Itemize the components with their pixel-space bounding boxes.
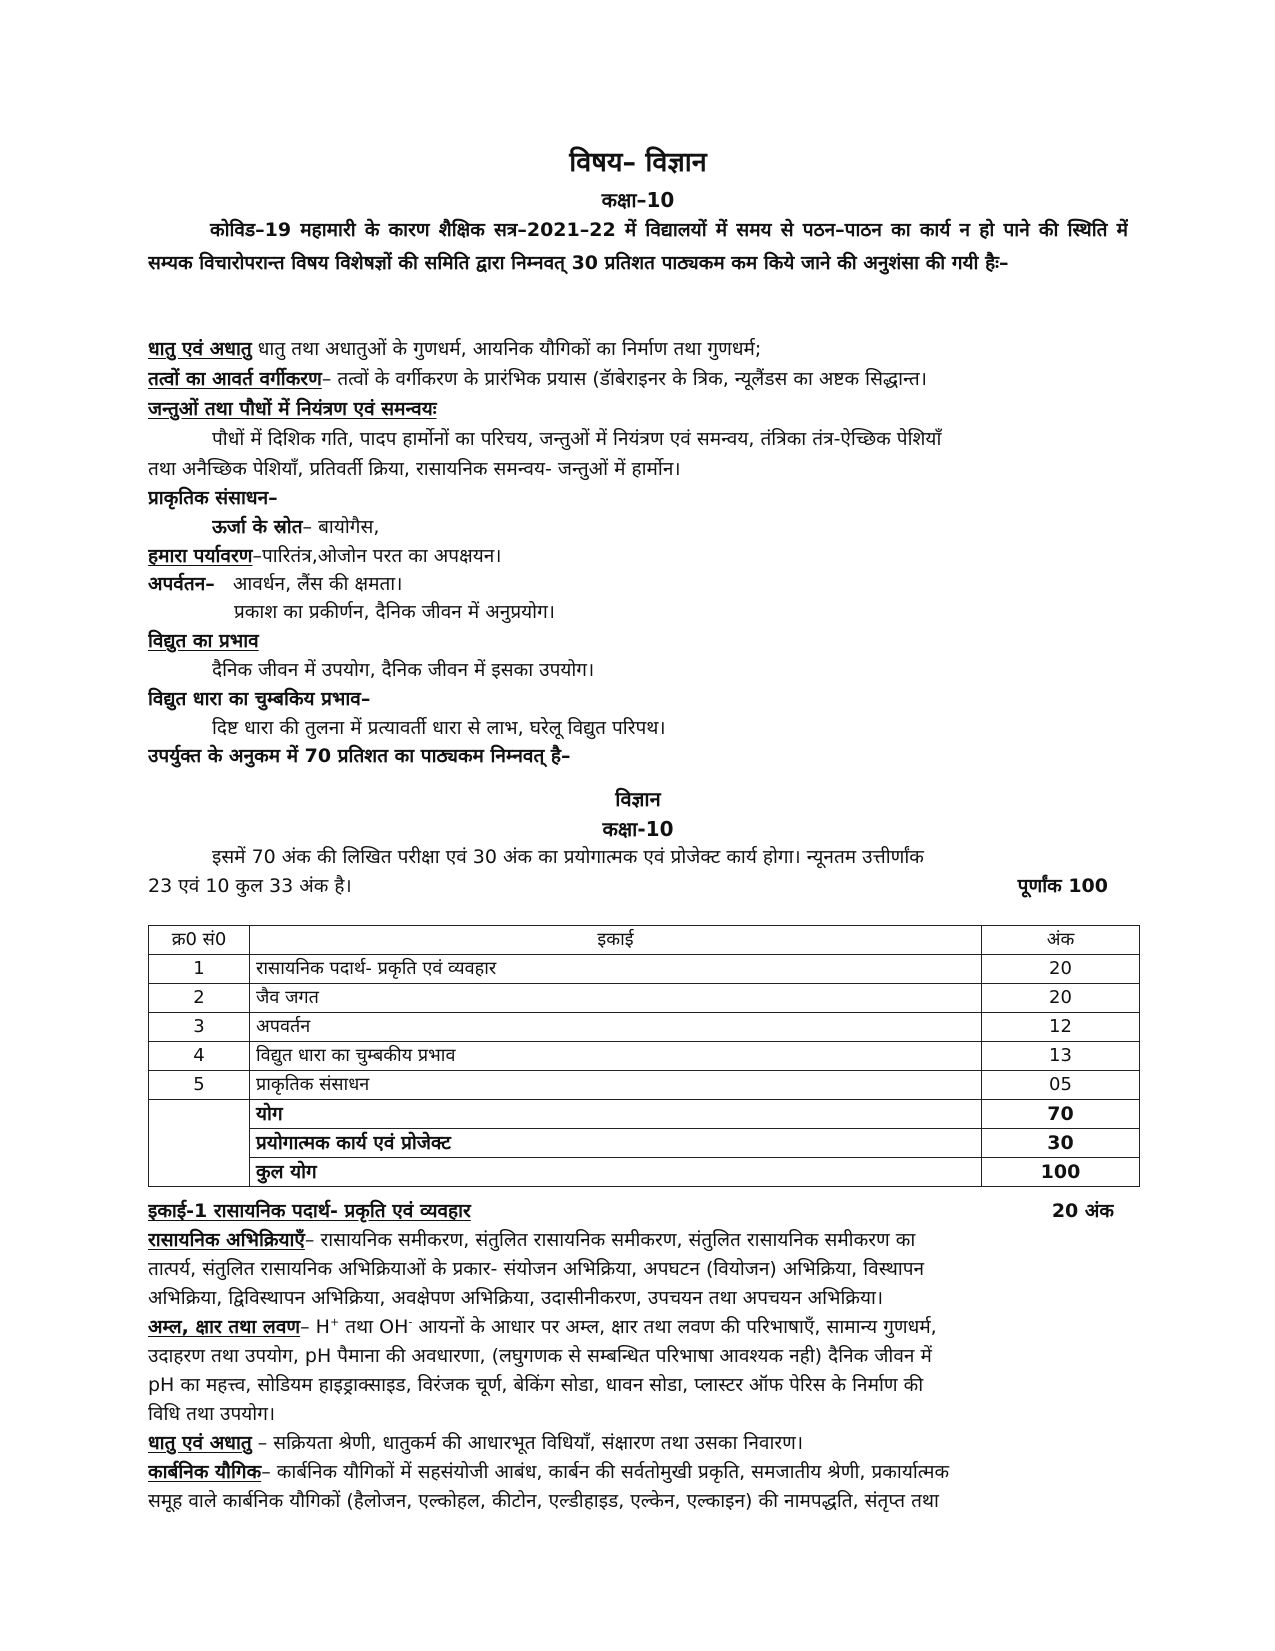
total-label: कुल योग [250,1158,982,1187]
header-serial: क्र0 सं0 [149,926,250,955]
row-marks: 12 [982,1013,1140,1042]
table-row [149,1013,1140,1042]
magnetic-heading: विद्युत धारा का चुम्बकिय प्रभाव– [148,688,371,710]
unit1-metals-heading: धातु एवं अधातु [148,1432,252,1454]
refraction-text-1: आवर्धन, लैंस की क्षमता। [232,573,403,595]
table-row [149,1071,1140,1100]
acids-text-3: pH का महत्त्व, सोडियम हाइड्राक्साइड, विरंजक चूर्ण, बेकिंग सोडा, धावन सोडा, प्लास्टर ऑफ पेरिस के निर्माण की [148,1374,924,1396]
acids-text-4: विधि तथा उपयोग। [148,1403,276,1425]
reactions-text-2: तात्पर्य, संतुलित रासायनिक अभिक्रियाओं के प्रकार- संयोजन अभिक्रिया, अपघटन (वियोजन) अभिक्रिया, विस्थापन [148,1258,925,1280]
unit1-metals-text: – सक्रियता श्रेणी, धातुकर्म की आधारभूत विधियाँ, संक्षारण तथा उसका निवारण। [251,1432,804,1454]
unit1-heading-line [148,1196,1114,1226]
row-unit: प्राकृतिक संसाधन [250,1071,982,1100]
magnetic-text: दिष्ट धारा की तुलना में प्रत्यावर्ती धारा से लाभ, घरेलू विद्युत परिपथ। [212,717,666,739]
syllabus-desc-2: 23 एवं 10 कुल 33 अंक है। [148,875,352,897]
row-marks: 13 [982,1042,1140,1071]
periodic-text: – तत्वों के वर्गीकरण के प्रारंभिक प्रयास (डॅाबेराइनर के त्रिक, न्यूलैंडस का अष्टक सिद्धान्त। [321,368,927,390]
unit1-metals-line [148,1428,1128,1458]
unit1-marks: 20 अंक [1051,1200,1114,1222]
row-unit: रासायनिक पदार्थ- प्रकृति एवं व्यवहार [250,955,982,984]
acids-text-b: तथा OH [339,1316,409,1338]
organic-text-1: – कार्बनिक यौगिकों में सहसंयोजी आबंध, कार्बन की सर्वतोमुखी प्रकृति, समजातीय श्रेणी, प्रकार्यात्मक [261,1461,950,1483]
total-row [149,1100,1140,1129]
total-label: योग [250,1100,982,1129]
row-serial: 2 [149,984,250,1013]
refraction-heading: अपर्वतन– [148,573,215,595]
reactions-line-1 [148,1225,1128,1255]
hydrogen-ion-charge: + [329,1315,340,1329]
syllabus-title: विज्ञान [615,787,661,811]
control-text-2: तथा अनैच्छिक पेशियाँ, प्रतिवर्ती क्रिया, रासायनिक समन्वय- जन्तुओं में हार्मोन। [148,458,681,480]
table-row [149,984,1140,1013]
acids-text-2: उदाहरण तथा उपयोग, pH पैमाना की अवधारणा, (लघुगणक से सम्बन्धित परिभाषा आवश्यक नही) दैनिक जीवन में [148,1345,932,1367]
periodic-heading: तत्वों का आवर्त वर्गीकरण [148,368,322,390]
row-marks: 20 [982,984,1140,1013]
reactions-text-1: – रासायनिक समीकरण, संतुलित रासायनिक समीकरण, संतुलित रासायनिक समीकरण का [304,1229,916,1251]
metals-heading: धातु एवं अधातु [148,338,252,360]
natural-resources-heading: प्राकृतिक संसाधन– [148,487,278,509]
row-unit: जैव जगत [250,984,982,1013]
energy-text: – बायोगैस, [302,516,380,538]
table-row [149,1042,1140,1071]
control-heading: जन्तुओं तथा पौधों में नियंत्रण एवं समन्वयः [148,398,437,420]
row-marks: 20 [982,955,1140,984]
organic-heading: कार्बनिक यौगिक [148,1461,262,1483]
acids-text-a: – H [300,1316,330,1338]
reduced-metals [148,334,1128,364]
unit1-heading: इकाई-1 रासायनिक पदार्थ- प्रकृति एवं व्यवहार [148,1200,471,1222]
syllabus-desc-1: इसमें 70 अंक की लिखित परीक्षा एवं 30 अंक का प्रयोगात्मक एवं प्रोजेक्ट कार्य होगा। न्यूनतम उत्तीर्णांक [212,846,924,868]
metals-text: धातु तथा अधातुओं के गुणधर्म, आयनिक यौगिकों का निर्माण तथा गुणधर्म; [251,338,762,360]
intro-paragraph: कोविड–19 महामारी के कारण शैक्षिक सत्र–2021–22 में विद्यालयों में समय से पठन–पाठन का कार्य न हो पाने की स्थिति में सम्यक विचारोपरान्त विषय विशेषज्ञों की समिति द्वारा निम्नवत् 30 प्रतिशत पाठ्यकम कम किये जाने की अनुशंसा की गयी हैः– [148,219,1128,274]
row-serial: 5 [149,1071,250,1100]
acids-text-c: आयनों के आधार पर अम्ल, क्षार तथा लवण की परिभाषाएँ, सामान्य गुणधर्म, [412,1316,937,1338]
total-label: प्रयोगात्मक कार्य एवं प्रोजेक्ट [250,1129,982,1158]
total-row [149,1129,1140,1158]
organic-line-1 [148,1457,1128,1487]
total-marks: 30 [982,1129,1140,1158]
header-unit: इकाई [250,926,982,955]
acids-heading: अम्ल, क्षार तथा लवण [148,1316,301,1338]
table-header-row [149,926,1140,955]
refraction-text-2: प्रकाश का प्रकीर्णन, दैनिक जीवन में अनुप्रयोग। [234,601,555,623]
reduced-periodic [148,364,1128,394]
table-row [149,955,1140,984]
syllabus-class: कक्षा-10 [602,817,674,841]
environment-line [148,541,1128,571]
reactions-text-3: अभिक्रिया, द्विविस्थापन अभिक्रिया, अवक्षेपण अभिक्रिया, उदासीनीकरण, उपचयन तथा अपचयन अभिक्रिया। [148,1287,884,1309]
class-title: कक्षा–10 [601,188,675,212]
energy-line [212,512,1128,542]
total-marks: 100 [982,1158,1140,1187]
total-row [149,1158,1140,1187]
syllabus-desc-line [148,871,1128,901]
row-marks: 05 [982,1071,1140,1100]
energy-heading: ऊर्जा के स्रोत [212,516,303,538]
total-blank-cell [149,1100,250,1187]
electric-text: दैनिक जीवन में उपयोग, दैनिक जीवन में इसका उपयोग। [212,659,595,681]
control-text-1: पौधों में दिशिक गति, पादप हार्मोनों का परिचय, जन्तुओं में नियंत्रण एवं समन्वय, तंत्रिका तंत्र-ऐच्छिक पेशियाँ [212,428,942,450]
acids-line-1 [148,1312,1128,1342]
row-serial: 3 [149,1013,250,1042]
environment-text: –पारितंत्र,ओजोन परत का अपक्षयन। [252,545,502,567]
conclusion-line: उपर्युक्त के अनुकम में 70 प्रतिशत का पाठ्यकम निम्नवत् है– [148,745,571,767]
environment-heading: हमारा पर्यावरण [148,545,253,567]
hydroxide-ion-charge: - [408,1315,413,1329]
full-marks: पूर्णांक 100 [1017,875,1108,897]
organic-text-2: समूह वाले कार्बनिक यौगिकों (हैलोजन, एल्कोहल, कीटोन, एल्डीहाइड, एल्केन, एल्काइन) की नामपद्धति, संतृप्त तथा [148,1490,939,1512]
electric-heading: विद्युत का प्रभाव [148,630,259,652]
header-marks: अंक [982,926,1140,955]
row-unit: अपवर्तन [250,1013,982,1042]
row-serial: 4 [149,1042,250,1071]
subject-title: विषय– विज्ञान [569,147,707,178]
marks-table [148,925,1140,1187]
refraction-line [148,569,1128,599]
total-marks: 70 [982,1100,1140,1129]
reactions-heading: रासायनिक अभिक्रियाएँ [148,1229,305,1251]
row-serial: 1 [149,955,250,984]
row-unit: विद्युत धारा का चुम्बकीय प्रभाव [250,1042,982,1071]
